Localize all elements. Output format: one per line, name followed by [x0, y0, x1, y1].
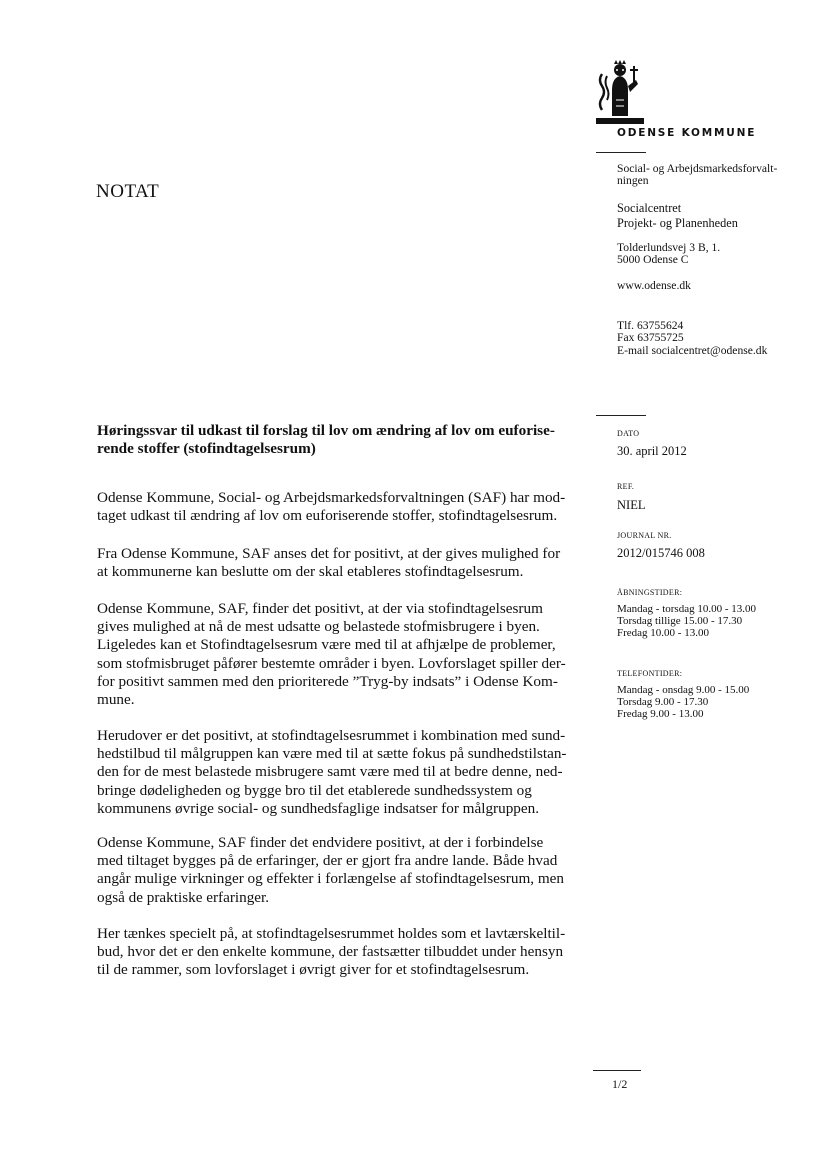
- journal-value: 2012/015746 008: [617, 546, 705, 560]
- paragraph-line: kommunens øvrige social- og sundhedsfaglige indsatser for målgruppen.: [97, 799, 540, 817]
- paragraph-line: bringe dødeligheden og bygge bro til det etablerede sundhedssystem og: [97, 781, 532, 799]
- phone-hours-line: Mandag - onsdag 9.00 - 15.00: [617, 684, 750, 696]
- body-paragraph-6: [97, 925, 587, 980]
- body-paragraph-4: [97, 727, 587, 818]
- address-block: [617, 242, 720, 267]
- paragraph-line: med tiltaget bygges på de erfaringer, der er gjort fra andre lande. Både hvad: [97, 852, 558, 870]
- paragraph-line: gives mulighed at nå de mest udsatte og belastede stofmisbrugere i byen.: [97, 618, 540, 636]
- department-line: ningen: [617, 174, 649, 188]
- body-paragraph-2: [97, 545, 587, 581]
- contact-block: [617, 320, 767, 357]
- paragraph-line: angår mulige virkninger og effekter i forlængelse af stofindtagelsesrum, men: [97, 870, 565, 888]
- paragraph-line: Fra Odense Kommune, SAF anses det for positivt, at der gives mulighed for: [97, 545, 561, 562]
- paragraph-line: Odense Kommune, SAF, finder det positivt, at der via stofindtagelsesrum: [97, 600, 543, 617]
- address-line: Tolderlundsvej 3 B, 1.: [617, 241, 721, 254]
- paragraph-line: mune.: [97, 691, 135, 709]
- paragraph-line: Odense Kommune, SAF finder det endvidere positivt, at der i forbindelse: [97, 834, 544, 851]
- paragraph-line: også de praktiske erfaringer.: [97, 888, 270, 906]
- website-text: www.odense.dk: [617, 279, 691, 292]
- phone-hours-line: Torsdag 9.00 - 17.30: [617, 696, 709, 709]
- paragraph-line: Odense Kommune, Social- og Arbejdsmarkedsforvaltningen (SAF) har mod-: [97, 489, 566, 506]
- paragraph-line: Her tænkes specielt på, at stofindtagelsesrummet holdes som et lavtærskeltil-: [97, 925, 566, 942]
- opening-hours-label: ÅBNINGSTIDER:: [617, 588, 683, 597]
- body-paragraph-3: [97, 600, 587, 709]
- paragraph-line: den for de mest belastede misbrugere samt være med til at bedre denne, ned-: [97, 763, 563, 781]
- header-divider: [596, 152, 646, 153]
- ref-label: REF.: [617, 482, 635, 491]
- date-label: DATO: [617, 429, 640, 438]
- date-value: 30. april 2012: [617, 444, 687, 458]
- paragraph-line: som stofmisbruget påfører bestemte områder i byen. Lovforslaget spiller der-: [97, 654, 566, 672]
- email-line: E-mail socialcentret@odense.dk: [617, 343, 768, 357]
- paragraph-line: hedstilbud til målgruppen kan være med til at sætte fokus på sundhedstilstan-: [97, 745, 567, 763]
- document-type: NOTAT: [96, 181, 160, 202]
- phone-hours-block: [617, 684, 749, 721]
- address-line: 5000 Odense C: [617, 253, 689, 267]
- footer-divider: [593, 1070, 641, 1071]
- opening-hours-line: Fredag 10.00 - 13.00: [617, 627, 709, 640]
- body-paragraph-5: [97, 834, 587, 907]
- paragraph-line: Herudover er det positivt, at stofindtagelsesrummet i kombination med sund-: [97, 727, 566, 744]
- phone-line: Tlf. 63755624: [617, 319, 684, 332]
- ref-value: NIEL: [617, 498, 646, 512]
- document-heading: [97, 422, 587, 458]
- department-line: Social- og Arbejdsmarkedsforvalt-: [617, 162, 778, 175]
- journal-label: JOURNAL NR.: [617, 531, 672, 540]
- body-paragraph-1: [97, 489, 587, 525]
- phone-hours-label: TELEFONTIDER:: [617, 669, 683, 678]
- phone-hours-line: Fredag 9.00 - 13.00: [617, 708, 704, 721]
- heading-line: rende stoffer (stofindtagelsesrum): [97, 440, 316, 457]
- unit-block: [617, 201, 738, 231]
- paragraph-line: at kommunerne kan beslutte om der skal etableres stofindtagelsesrum.: [97, 563, 524, 581]
- opening-hours-block: [617, 603, 756, 640]
- opening-hours-line: Torsdag tillige 15.00 - 17.30: [617, 615, 743, 628]
- odense-coat-of-arms-logo: [596, 60, 644, 124]
- heading-line: Høringssvar til udkast til forslag til lov om ændring af lov om euforise-: [97, 422, 555, 439]
- meta-divider: [596, 415, 646, 416]
- paragraph-line: bud, hvor det er den enkelte kommune, der fastsætter tilbuddet under hensyn: [97, 943, 564, 961]
- fax-line: Fax 63755725: [617, 331, 684, 345]
- paragraph-line: taget udkast til ændring af lov om euforiserende stoffer, stofindtagelsesrum.: [97, 507, 558, 525]
- opening-hours-line: Mandag - torsdag 10.00 - 13.00: [617, 603, 757, 615]
- page-number: 1/2: [612, 1077, 628, 1091]
- paragraph-line: Ligeledes kan et Stofindtagelsesrum være med til at afhjælpe de problemer,: [97, 636, 556, 654]
- paragraph-line: for positivt sammen med den prioriterede ”Tryg-by indsats” i Odense Kom-: [97, 672, 558, 690]
- department-block: [617, 163, 777, 188]
- unit-line: Socialcentret: [617, 201, 682, 215]
- paragraph-line: til de rammer, som lovforslaget i øvrigt giver for et stofindtagelsesrum.: [97, 961, 530, 979]
- organization-name: ODENSE KOMMUNE: [617, 127, 757, 139]
- unit-line: Projekt- og Planenheden: [617, 216, 738, 230]
